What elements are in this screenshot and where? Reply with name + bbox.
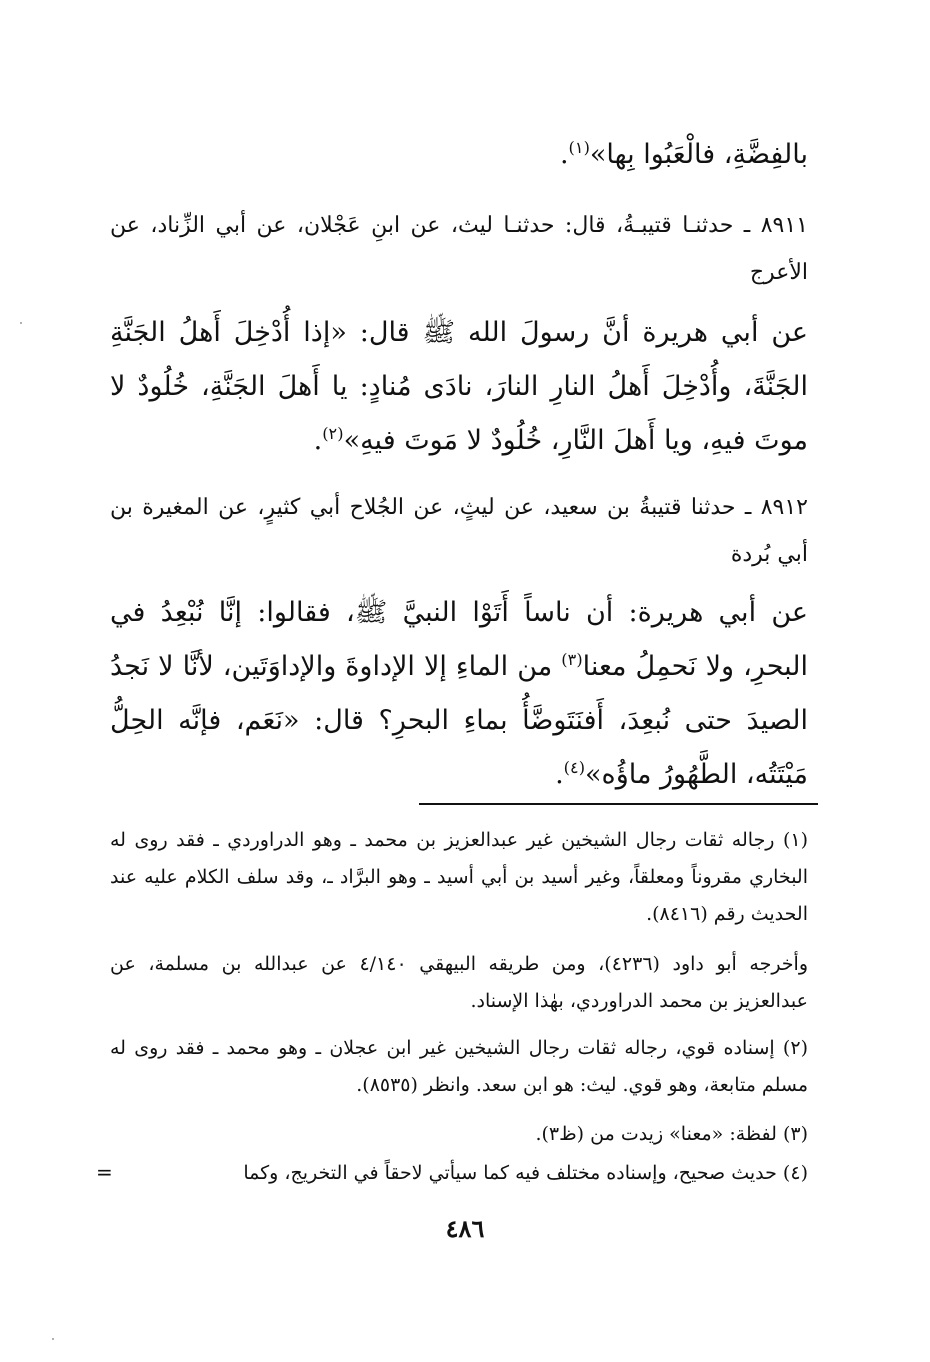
- continuation-line: بالفِضَّةِ، فالْعَبُوا بِها»$^{(١)}$.: [559, 138, 808, 170]
- hadith-8912-isnad: [110, 484, 808, 578]
- footnote-ref-2: (٢): [322, 424, 344, 443]
- footnote-1-text: (١) رجاله ثقات رجال الشيخين غير عبدالعزيز بن محمد ـ وهو الدراوردي ـ فقد روى له البخاري مقروناً ومعلقاً، وغير أسيد بن أبي أسيد ـ وهو البرَّاد ـ، وقد سلف الكلام عليه عند الحديث رقم (٨٤١٦).: [110, 829, 808, 925]
- scan-speck: [20, 322, 22, 324]
- continuation-text: بالفِضَّةِ، فالْعَبُوا بِها»: [589, 139, 808, 170]
- footnote-4-text: (٤) حديث صحيح، وإسناده مختلف فيه كما سيأتي لاحقاً في التخريج، وكما: [243, 1162, 808, 1184]
- footnote-ref-4: (٤): [563, 758, 586, 777]
- scan-speck: [52, 1338, 54, 1340]
- hadith-8911-matn: عن أبي هريرة أنَّ رسولَ الله ﷺ قال: «إذا أُدْخِلَ أَهلُ الجَنَّةِ الجَنَّةَ، وأُدْخِلَ أَهلُ النارِ النارَ، نادَى مُنادٍ: يا أَهلَ الجَنَّةِ، خُلُودٌ لا موتَ فيهِ، ويا أَهلَ النَّارِ، خُلُودٌ لا مَوتَ فيهِ»$^{(٢)}$.: [110, 317, 808, 456]
- hadith-8912-matn: عن أبي هريرة: أن ناساً أَتَوْا النبيَّ ﷺ، فقالوا: إنَّا نُبْعِدُ في البحرِ، ولا نَحمِلُ معنا$^{(٣)}$ من الماءِ إلا الإداوةَ والإداوَتَين، لأنَّا لا نَجدُ الصيدَ حتى نُبعِدَ، أَفنَتَوضَّأُ بماءِ البحرِ؟ قال: «نَعَم، فإنَّه الحِلُّ مَيْتَتُه، الطَّهُورُ ماؤُه»$^{(٤)}$.: [110, 597, 809, 790]
- footnote-3: [110, 1116, 808, 1153]
- footnote-1: [110, 822, 808, 933]
- footnote-3-text: (٣) لفظة: «معنا» زيدت من (ظ٣).: [535, 1123, 808, 1145]
- footnote-4: [110, 1155, 808, 1192]
- footnote-ref-3: (٣): [561, 650, 583, 669]
- footnote-divider: [419, 803, 818, 805]
- continued-mark: =: [96, 1160, 113, 1184]
- hadith-8912-matn-text-a: عن أبي هريرة: أن ناساً أَتَوْا النبيَّ ﷺ، فقالوا: إنَّا نُبْعِدُ في البحرِ، ولا نَحمِلُ معنا: [110, 597, 809, 682]
- hadith-8911-isnad-text: ٨٩١١ ـ حدثنـا قتيبـةُ، قال: حدثنـا ليث، عن ابنِ عَجْلان، عن أبي الزِّناد، عن الأعرج: [110, 213, 808, 285]
- page-number: ٤٨٦: [445, 1214, 485, 1243]
- footnote-1-continued-text: وأخرجه أبو داود (٤٢٣٦)، ومن طريقه البيهقي ٤/١٤٠ عن عبدالله بن مسلمة، عن عبدالعزيز بن محمد الدراوردي، بهٰذا الإسناد.: [110, 953, 809, 1012]
- hadith-8911-matn-text: عن أبي هريرة أنَّ رسولَ الله ﷺ قال: «إذا أُدْخِلَ أَهلُ الجَنَّةِ الجَنَّةَ، وأُدْخِلَ أَهلُ النارِ النارَ، نادَى مُنادٍ: يا أَهلَ الجَنَّةِ، خُلُودٌ لا موتَ فيهِ، ويا أَهلَ النَّارِ، خُلُودٌ لا مَوتَ فيهِ»: [110, 317, 808, 456]
- footnote-1-continued: [110, 946, 808, 1020]
- hadith-8912-isnad-text: ٨٩١٢ ـ حدثنا قتيبةُ بن سعيد، عن ليثٍ، عن الجُلاح أبي كثيرٍ، عن المغيرة بن أبي بُردة: [110, 495, 808, 567]
- hadith-8911-isnad: [110, 202, 808, 296]
- hadith-8912-matn-text-b: من الماءِ إلا الإداوةَ والإداوَتَين، لأنَّا لا نَجدُ الصيدَ حتى نُبعِدَ، أَفنَتَوضَّأُ بماءِ البحرِ؟ قال: «نَعَم، فإنَّه الحِلُّ مَيْتَتُه، الطَّهُورُ ماؤُه»: [110, 651, 808, 790]
- footnote-ref-1: (١): [568, 138, 590, 157]
- footnote-2-text: (٢) إسناده قوي، رجاله ثقات رجال الشيخين غير ابن عجلان ـ وهو محمد ـ فقد روى له مسلم متابعة، وهو قوي. ليث: هو ابن سعد. وانظر (٨٥٣٥).: [110, 1037, 808, 1096]
- footnote-2: [110, 1030, 808, 1104]
